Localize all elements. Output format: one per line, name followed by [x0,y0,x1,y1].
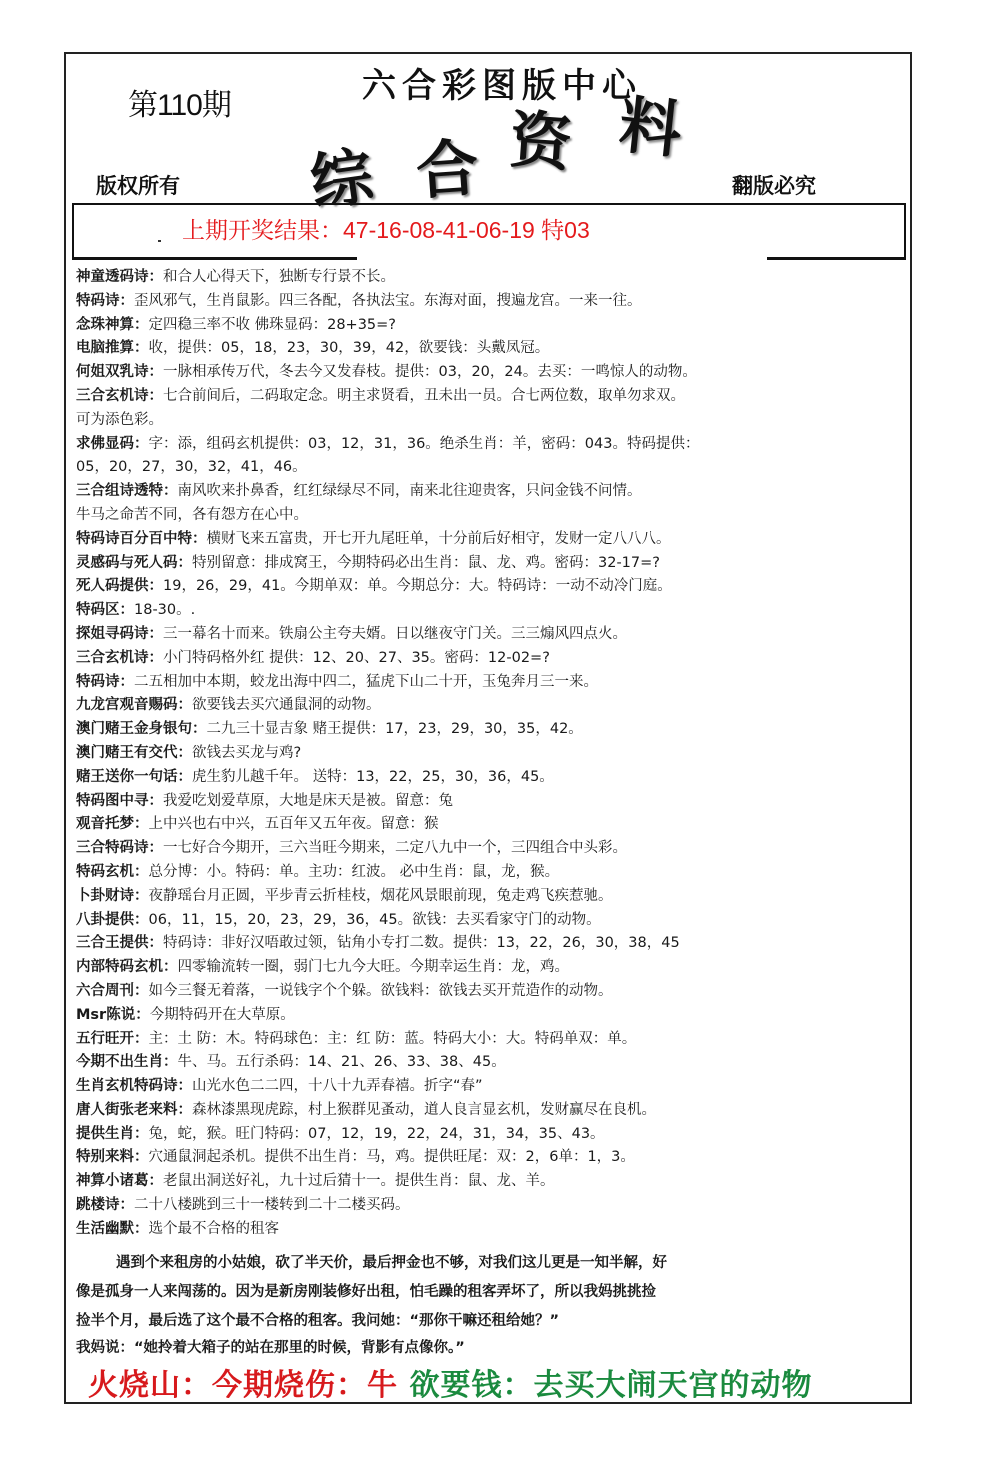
list-item [76,718,906,742]
item-label: 八卦提供： [76,911,149,928]
item-label: 特码诗： [76,673,134,690]
list-item [76,671,906,695]
item-text: 七合前间后，二码取定念。明主求贤看，丑未出一员。合七两位数，取单勿求双。 [163,387,685,404]
item-text: 二十八楼跳到三十一楼转到二十二楼买码。 [134,1197,410,1214]
item-label: 探姐寻码诗： [76,625,163,642]
item-text: 一七好合今期开，三六当旺今期来，二定八九中一个，三四组合中头彩。 [163,840,627,857]
list-item [76,456,906,480]
list-item [76,623,906,647]
item-text: 定四稳三率不收 佛珠显码：28+35=? [148,316,397,333]
item-label: 五行旺开： [76,1030,149,1047]
list-item [76,1170,906,1194]
list-item [76,790,906,814]
list-item [76,1146,906,1170]
item-text: 05，20，27，30，32，41，46。 [76,459,307,476]
humor-story [76,1249,906,1360]
item-text: 字：添，组码玄机提供：03，12，31，36。绝杀生肖：羊，密码：043。特码提供： [148,435,700,452]
item-label: 灵感码与死人码： [76,554,192,571]
item-text: 18-30。. [134,602,196,619]
list-item [76,385,906,409]
item-text: 总分博：小。特码：单。主功：红波。 必中生肖：鼠，龙，猴。 [148,863,560,880]
result-box-border [72,257,357,260]
list-item [76,575,906,599]
list-item [76,1075,906,1099]
item-text: 如今三餐无着落，一说钱字个个躲。欲钱料：欲钱去买开荒造作的动物。 [148,982,613,999]
list-item [76,266,906,290]
item-label: 九龙宫观音赐码： [76,697,192,714]
list-item [76,433,906,457]
list-item [76,1004,906,1028]
item-label: Msr陈说： [76,1006,150,1023]
story-line: 像是孤身一人来闯荡的。因为是新房刚装修好出租，怕毛躁的租客弄坏了，所以我妈挑挑捡 [76,1284,656,1300]
list-item [76,1194,906,1218]
list-item [76,647,906,671]
list-item [76,504,906,528]
item-text: 19，26，29，41。今期单双：单。今期总分：大。特码诗：一动不动冷门庭。 [163,578,672,595]
item-label: 生活幽默： [76,1220,149,1237]
list-item [76,909,906,933]
list-item [76,861,906,885]
item-text: 我爱吃划爱草原，大地是床天是被。留意：兔 [163,792,453,809]
dot-mark [158,240,161,242]
list-item [76,314,906,338]
issue-number: 第110期 [128,89,231,122]
item-text: 二九三十显吉象 赌王提供：17，23，29，30，35，42。 [206,721,583,738]
item-text: 老鼠出洞送好礼，九十过后猜十一。提供生肖：鼠、龙、羊。 [163,1173,555,1190]
item-text: 四零输流转一圈，弱门七九今大旺。今期幸运生肖：龙，鸡。 [177,959,569,976]
story-line: 捡半个月，最后选了这个最不合格的租客。我问她：“那你干嘛还租给她？” [76,1313,560,1329]
item-label: 特码区： [76,602,134,619]
item-text: 和合人心得天下，独断专行景不长。 [163,269,395,285]
item-label: 三合玄机诗： [76,387,163,404]
item-label: 澳门赌王有交代： [76,744,192,761]
item-text: 上中兴也右中兴，五百年又五年夜。留意：猴 [148,816,439,833]
item-text: 今期特码开在大草原。 [149,1006,295,1023]
item-label: 澳门赌王金身银句： [76,721,207,738]
item-label: 电脑推算： [76,340,149,357]
story-line: 遇到个来租房的小姑娘，砍了半天价，最后押金也不够，对我们这儿更是一知半解，好 [116,1255,667,1271]
item-text: 欲要钱去买穴通鼠洞的动物。 [192,697,381,714]
item-label: 特码诗百分百中特： [76,530,207,547]
story-line: 我妈说：“她拎着大箱子的站在那里的时候，背影有点像你。” [76,1340,465,1356]
big-title-char-2: 合 [413,130,481,209]
list-item [76,361,906,385]
list-item [76,409,906,433]
item-text: 主：土 防：木。特码球色：主：红 防：蓝。特码大小：大。特码单双：单。 [148,1030,637,1047]
item-label: 念珠神算： [76,316,149,333]
item-text: 特码诗：非好汉唔敢过领，钻角小专打二数。提供：13，22，26，30，38，45 [163,935,680,952]
list-item [76,885,906,909]
list-item [76,337,906,361]
center-title: 六合彩图版中心 [362,66,642,106]
item-label: 三合组诗透特： [76,483,178,500]
item-label: 特码玄机： [76,863,149,880]
item-label: 内部特码玄机： [76,959,178,976]
item-text: 横财飞来五富贵，开七开九尾旺单，十分前后好相守，发财一定八八八。 [206,530,671,547]
item-text: 选个最不合格的租客 [148,1220,279,1237]
item-label: 提供生肖： [76,1125,149,1142]
list-item [76,694,906,718]
item-text: 06，11，15，20，23，29，36，45。欲钱：去买看家守门的动物。 [148,911,601,928]
list-item [76,766,906,790]
item-label: 特码图中寻： [76,792,163,809]
item-text: 一脉相承传万代，冬去今又发春枝。提供：03，20，24。去买：一鸣惊人的动物。 [163,364,697,381]
list-item [76,480,906,504]
item-text: 牛马之命苦不同，各有怨方在心中。 [76,506,308,523]
big-title-char-1: 综 [305,138,378,220]
item-text: 兔，蛇，猴。旺门特码：07，12，19，22，24，31，34，35、43。 [148,1125,605,1142]
list-item [76,742,906,766]
item-text: 欲钱去买龙与鸡? [192,744,302,761]
item-label: 唐人街张老来料： [76,1101,192,1118]
item-label: 特别来料： [76,1149,149,1166]
list-item [76,956,906,980]
list-item [76,980,906,1004]
item-label: 三合特码诗： [76,840,163,857]
item-label: 观音托梦： [76,816,149,833]
list-item [76,552,906,576]
item-text: 小门特码格外红 提供：12、20、27、35。密码：12-02=? [163,649,550,666]
list-item [76,1218,906,1242]
item-label: 今期不出生肖： [76,1054,178,1071]
footer-green-text: 欲要钱：去买大闹天宫的动物 [409,1368,813,1403]
item-label: 跳楼诗： [76,1197,134,1214]
item-text: 虎生豹儿越千年。 送特：13，22，25，30，36，45。 [192,768,554,785]
tips-list [76,266,906,1242]
item-text: 南风吹来扑鼻香，红红绿绿尽不同，南来北往迎贵客，只问金钱不问情。 [177,483,642,500]
list-item [76,1051,906,1075]
item-text: 牛、马。五行杀码：14、21、26、33、38、45。 [177,1054,506,1071]
item-text: 歪风邪气，生肖鼠影。四三各配，各执法宝。东海对面，搜遍龙宫。一来一往。 [134,292,642,309]
result-box-border [767,257,906,260]
item-text: 山光水色二二四，十八十九弄春禧。折字“春” [192,1078,483,1095]
item-text: 三一幕名十而来。铁扇公主夸夫婿。日以继夜守门关。三三煽风四点火。 [163,625,627,642]
list-item [76,290,906,314]
item-text: 森林漆黑现虎踪，村上猴群见蚤动，道人良言显玄机，发财赢尽在良机。 [192,1101,656,1118]
item-text: 穴通鼠洞起杀机。提供不出生肖：马，鸡。提供旺尾：双：2，6单：1，3。 [148,1149,635,1166]
footer-red-text: 火烧山：今期烧伤：牛 [88,1368,398,1403]
item-label: 神童透码诗： [76,269,163,285]
list-item [76,599,906,623]
list-item [76,1123,906,1147]
item-label: 何姐双乳诗： [76,364,163,381]
copyright-notice: 版权所有 [96,173,180,198]
list-item [76,1028,906,1052]
item-label: 求佛显码： [76,435,149,452]
item-label: 三合玄机诗： [76,649,163,666]
item-text: 可为添色彩。 [76,411,163,428]
list-item [76,528,906,552]
item-label: 赌王送你一句话： [76,768,192,785]
last-result-text: 上期开奖结果：47-16-08-41-06-19 特03 [182,217,590,243]
item-label: 死人码提供： [76,578,163,595]
list-item [76,932,906,956]
item-label: 神算小诸葛： [76,1173,163,1190]
list-item [76,837,906,861]
item-label: 六合周刊： [76,982,149,999]
big-title-char-4: 料 [615,87,686,168]
item-label: 特码诗： [76,292,134,309]
item-text: 特别留意：排成窝王，今期特码必出生肖：鼠、龙、鸡。密码：32-17=? [192,554,660,571]
item-label: 卜卦财诗： [76,887,149,904]
list-item [76,1099,906,1123]
item-label: 生肖玄机特码诗： [76,1078,192,1095]
item-label: 三合王提供： [76,935,163,952]
footer-banner [88,1360,812,1404]
piracy-notice: 翻版必究 [732,173,816,198]
item-text: 夜静瑶台月正圆，平步青云折桂枝，烟花风景眼前现，兔走鸡飞疾惹驰。 [148,887,613,904]
item-text: 收，提供：05，18，23，30，39，42，欲要钱：头戴凤冠。 [148,340,550,357]
list-item [76,813,906,837]
big-title-char-3: 资 [507,102,575,181]
item-text: 二五相加中本期，蛟龙出海中四二，猛虎下山二十开，玉兔奔月三一来。 [134,673,598,690]
